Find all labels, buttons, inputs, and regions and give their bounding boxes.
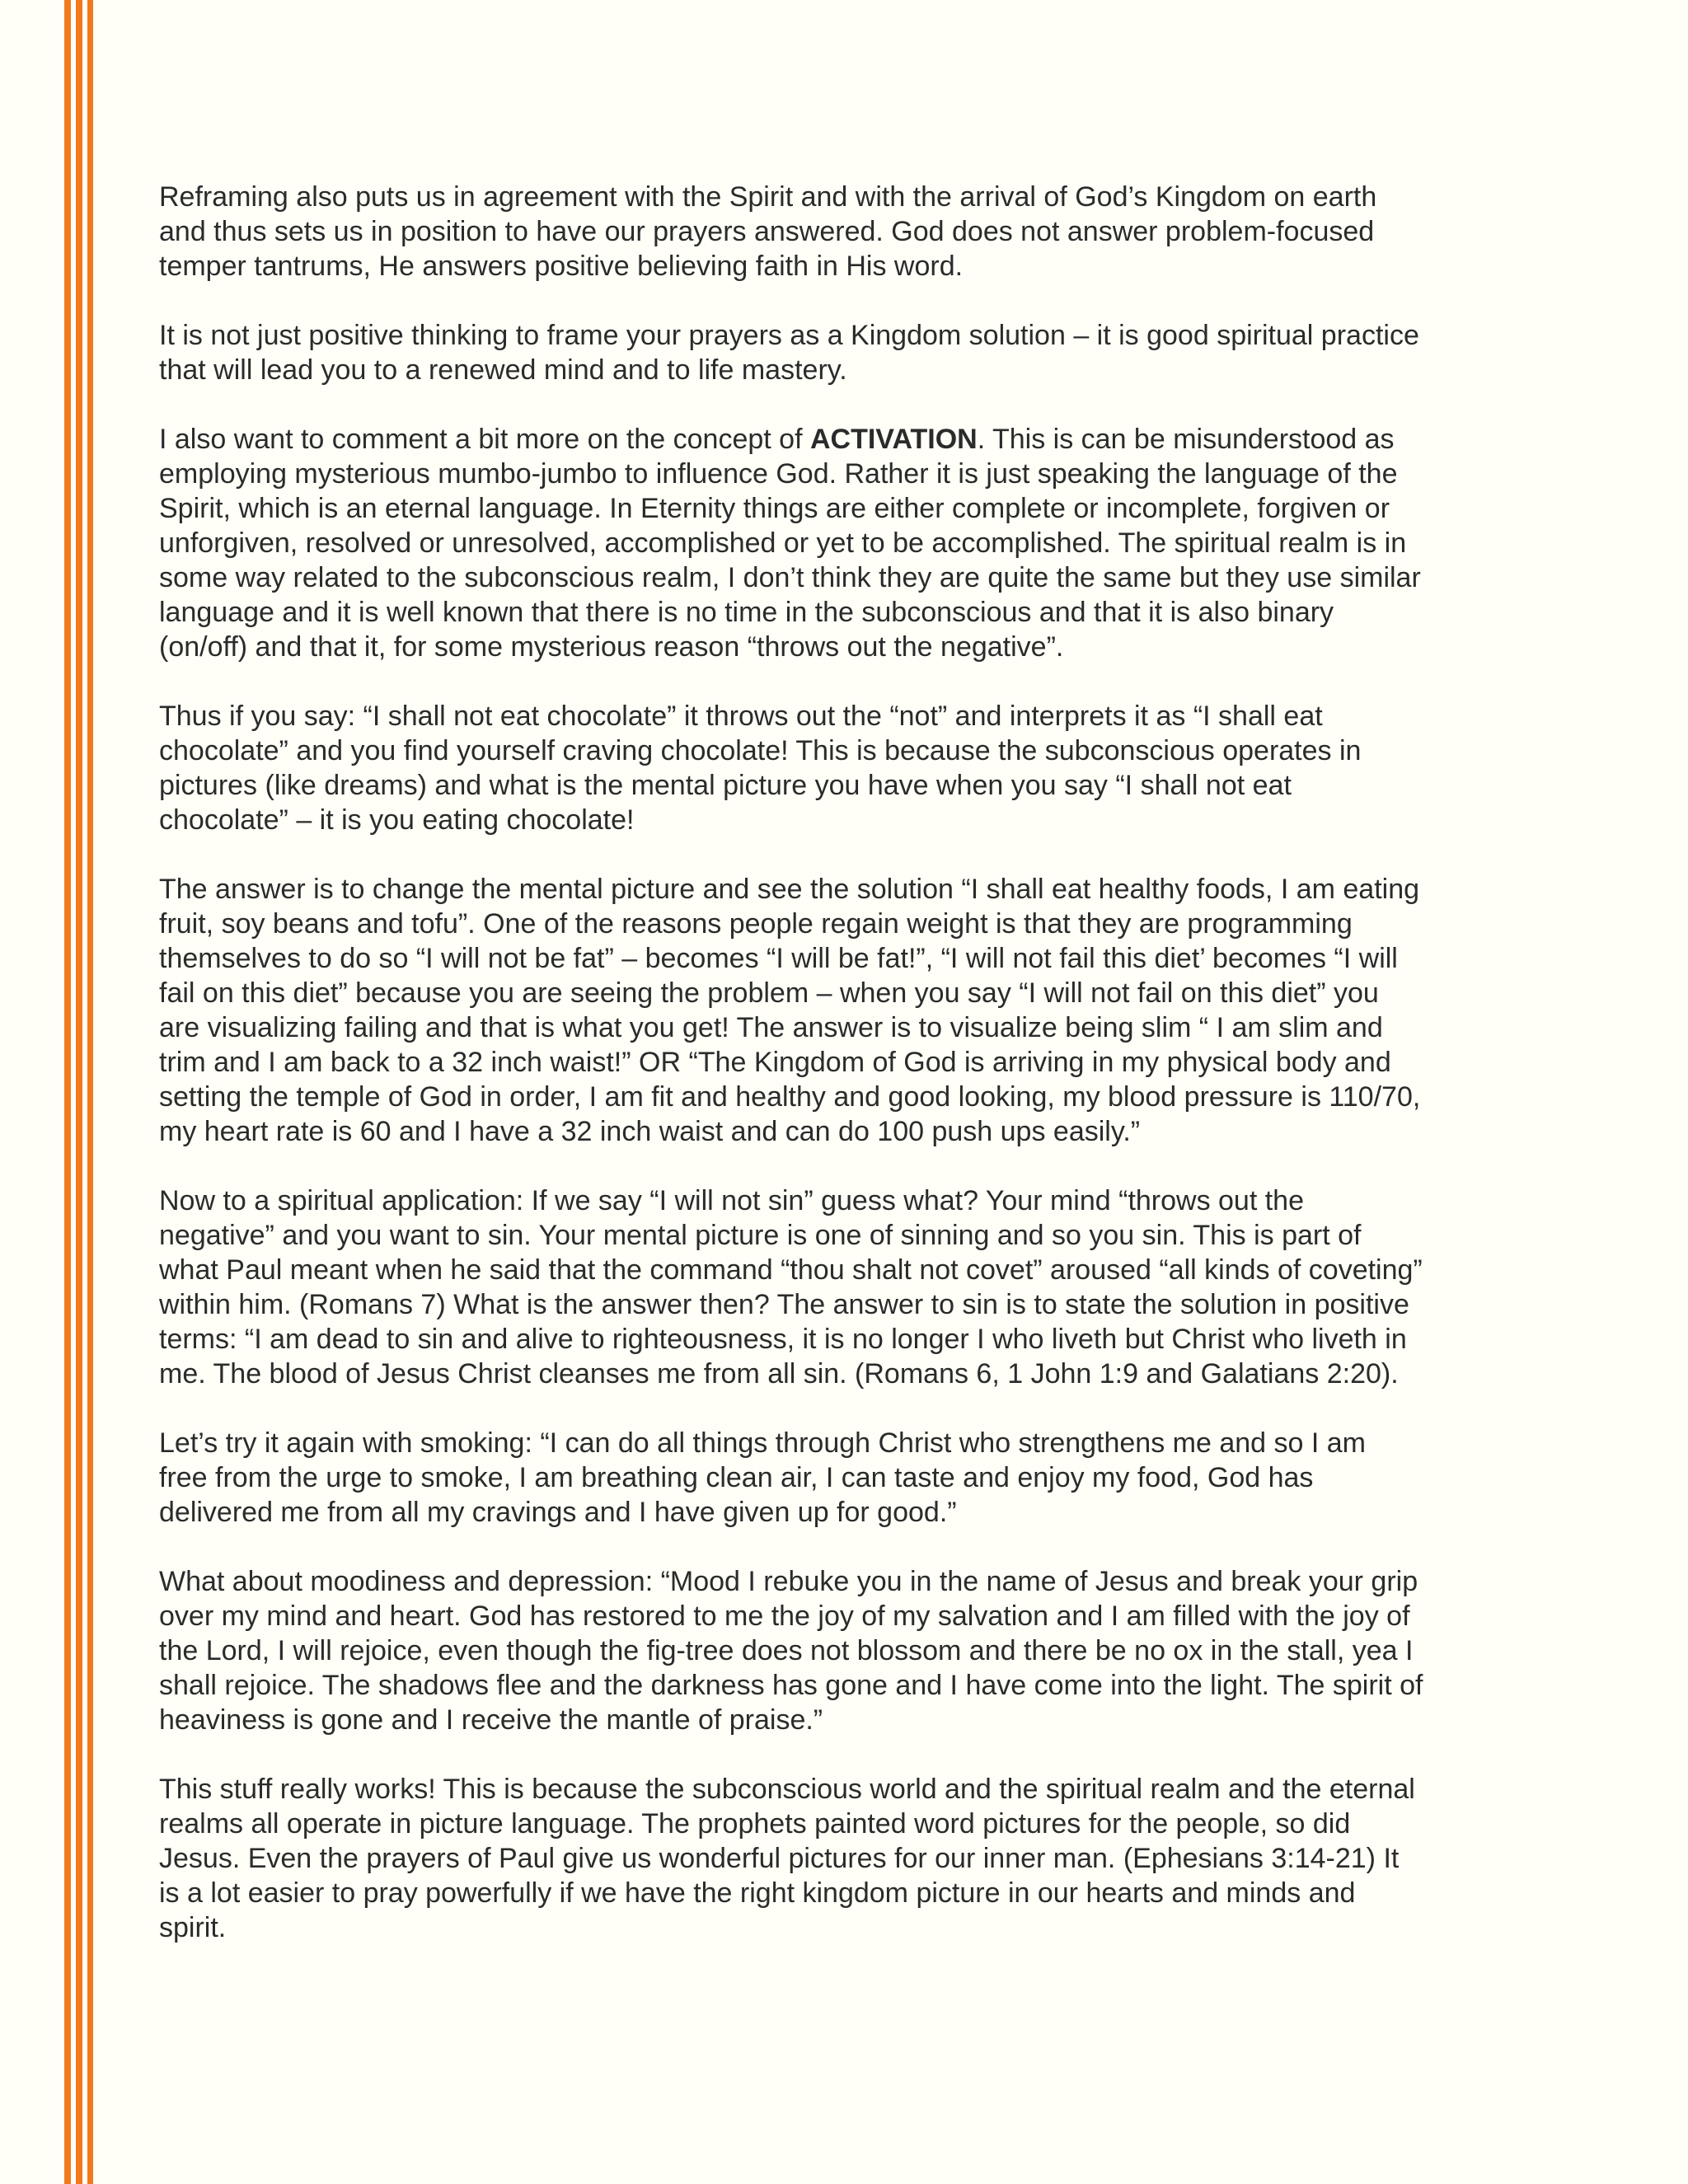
text-line: This stuff really works! This is because the subconscious world and the spiritual realm and the eternal: [159, 1774, 1415, 1805]
paragraph-reframing: [159, 180, 1544, 284]
text-line: Thus if you say: “I shall not eat chocolate” it throws out the “not” and interprets it as “I shall eat: [159, 701, 1323, 732]
text-line: language and it is well known that there is no time in the subconscious and that it is also binary: [159, 597, 1334, 628]
border-stripe: [76, 0, 82, 2184]
text-line: themselves to do so “I will not be fat” – becomes “I will be fat!”, “I will not fail this diet’ becomes “I will: [159, 943, 1398, 974]
text-line: fruit, soy beans and tofu”. One of the reasons people regain weight is that they are programming: [159, 908, 1353, 940]
text-line: chocolate” – it is you eating chocolate!: [159, 804, 635, 836]
text-line: employing mysterious mumbo-jumbo to influence God. Rather it is just speaking the language of the: [159, 458, 1398, 490]
text-line: Now to a spiritual application: If we say “I will not sin” guess what? Your mind “throws out the: [159, 1185, 1305, 1216]
paragraph-mental-picture: [159, 872, 1544, 1149]
text-line: What about moodiness and depression: “Mood I rebuke you in the name of Jesus and break your grip: [159, 1566, 1418, 1597]
text-line: me. The blood of Jesus Christ cleanses me from all sin. (Romans 6, 1 John 1:9 and Galatians 2:20).: [159, 1358, 1399, 1390]
paragraph-positive-thinking: [159, 318, 1544, 387]
text-line: terms: “I am dead to sin and alive to righteousness, it is no longer I who liveth but Christ who liveth in: [159, 1324, 1407, 1355]
text-line: what Paul meant when he said that the command “thou shalt not covet” aroused “all kinds of coveting”: [159, 1254, 1423, 1286]
paragraph-activation: [159, 422, 1544, 664]
text-line: delivered me from all my cravings and I have given up for good.”: [159, 1497, 957, 1528]
text-line: chocolate” and you find yourself craving chocolate! This is because the subconscious operates in: [159, 735, 1362, 766]
activation-keyword: ACTIVATION: [809, 424, 978, 455]
text-line: Spirit, which is an eternal language. In Eternity things are either complete or incomplete, forgiven or: [159, 493, 1390, 524]
text-line: and thus sets us in position to have our prayers answered. God does not answer problem-focused: [159, 216, 1375, 247]
text-line: Reframing also puts us in agreement with the Spirit and with the arrival of God’s Kingdom on earth: [159, 181, 1377, 213]
text-line: Jesus. Even the prayers of Paul give us wonderful pictures for our inner man. (Ephesians 3:14-21) It: [159, 1843, 1400, 1874]
text-line: unforgiven, resolved or unresolved, accomplished or yet to be accomplished. The spiritual realm is in: [159, 527, 1407, 559]
text-line: setting the temple of God in order, I am fit and healthy and good looking, my blood pressure is 110/70,: [159, 1081, 1421, 1113]
text-line: temper tantrums, He answers positive believing faith in His word.: [159, 251, 964, 282]
border-stripe: [64, 0, 71, 2184]
text-line: fail on this diet” because you are seeing the problem – when you say “I will not fail on this diet” you: [159, 977, 1379, 1009]
text-line: It is not just positive thinking to frame your prayers as a Kingdom solution – it is good spiritual practice: [159, 320, 1419, 351]
text-line: pictures (like dreams) and what is the mental picture you have when you say “I shall not eat: [159, 770, 1292, 801]
text-line: realms all operate in picture language. The prophets painted word pictures for the people, so did: [159, 1808, 1351, 1840]
text-line: heaviness is gone and I receive the mantle of praise.”: [159, 1704, 823, 1736]
text-line: some way related to the subconscious realm, I don’t think they are quite the same but they use similar: [159, 562, 1421, 593]
paragraph-moodiness: [159, 1564, 1544, 1737]
text-line: Let’s try it again with smoking: “I can do all things through Christ who strengthens me and so I am: [159, 1427, 1366, 1459]
text-line: free from the urge to smoke, I am breathing clean air, I can taste and enjoy my food, God has: [159, 1462, 1314, 1493]
text-line: spirit.: [159, 1912, 227, 1943]
text-line: shall rejoice. The shadows flee and the darkness has gone and I have come into the light. The spirit of: [159, 1670, 1423, 1701]
text-line: are visualizing failing and that is what you get! The answer is to visualize being slim “ I am slim and: [159, 1012, 1383, 1043]
text-line: The answer is to change the mental picture and see the solution “I shall eat healthy foods, I am eating: [159, 874, 1420, 905]
text-run: I also want to comment a bit more on the concept of: [159, 424, 810, 455]
text-line: trim and I am back to a 32 inch waist!” OR “The Kingdom of God is arriving in my physical body and: [159, 1047, 1391, 1078]
border-stripe: [87, 0, 93, 2184]
text-line: that will lead you to a renewed mind and to life mastery.: [159, 354, 847, 386]
text-line: [159, 422, 1544, 457]
paragraph-really-works: [159, 1772, 1544, 1945]
text-line: within him. (Romans 7) What is the answer then? The answer to sin is to state the solution in positive: [159, 1289, 1409, 1320]
paragraph-chocolate: [159, 699, 1544, 837]
text-line: is a lot easier to pray powerfully if we have the right kingdom picture in our hearts and minds and: [159, 1877, 1356, 1909]
text-line: the Lord, I will rejoice, even though the fig-tree does not blossom and there be no ox in the stall, yea I: [159, 1635, 1414, 1666]
text-line: over my mind and heart. God has restored to me the joy of my salvation and I am filled with the joy of: [159, 1601, 1410, 1632]
paragraph-smoking: [159, 1426, 1544, 1530]
text-run: . This is can be misunderstood as: [977, 424, 1395, 455]
text-line: negative” and you want to sin. Your mental picture is one of sinning and so you sin. This is part of: [159, 1220, 1362, 1251]
decorative-border: [0, 0, 99, 2184]
document-body: [159, 180, 1544, 1980]
text-line: my heart rate is 60 and I have a 32 inch waist and can do 100 push ups easily.”: [159, 1116, 1141, 1147]
paragraph-spiritual-application: [159, 1183, 1544, 1391]
text-line: (on/off) and that it, for some mysterious reason “throws out the negative”.: [159, 631, 1064, 663]
